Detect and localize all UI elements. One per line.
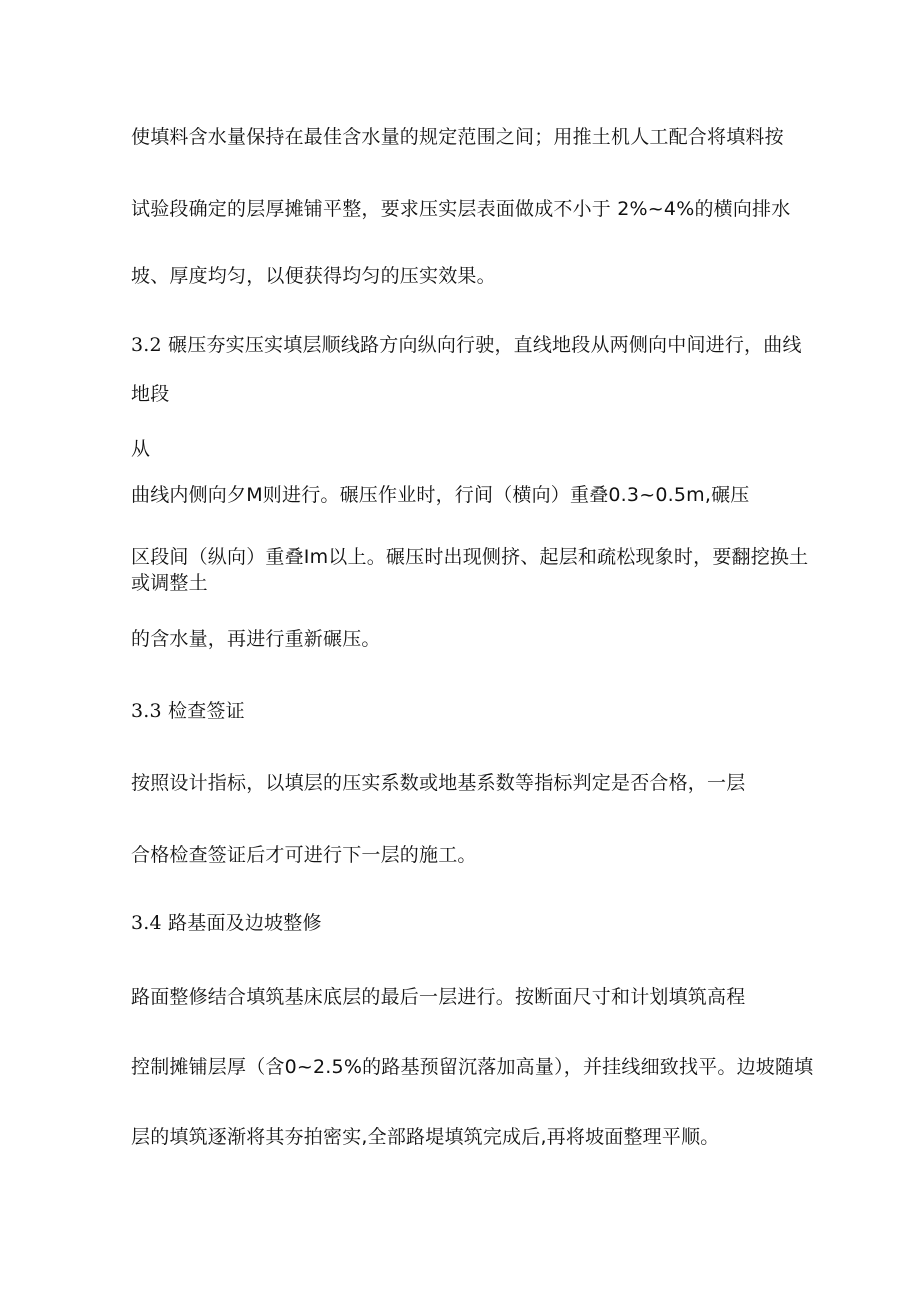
paragraph-line-2: 试验段确定的层厚摊铺平整，要求压实层表面做成不小于 2%~4%的横向排水 [131,198,791,220]
section-3-2-line-6: 或调整土 [131,572,208,594]
section-3-4-title: 3.4 路基面及边坡整修 [131,912,322,934]
section-3-3-line-2: 合格检查签证后才可进行下一层的施工。 [131,844,477,866]
paragraph-line-1: 使填料含水量保持在最佳含水量的规定范围之间；用推土机人工配合将填料按 [131,126,784,148]
section-3-2-line-4: 曲线内侧向夕M则进行。碾压作业时，行间（横向）重叠0.3~0.5m,碾压 [131,484,750,506]
section-3-4-line-1: 路面整修结合填筑基床底层的最后一层进行。按断面尺寸和计划填筑高程 [131,986,746,1008]
section-3-4-line-3: 层的填筑逐渐将其夯拍密实,全部路堤填筑完成后,再将坡面整理平顺。 [131,1126,720,1148]
section-3-4-line-2: 控制摊铺层厚（含0~2.5%的路基预留沉落加高量），并挂线细致找平。边坡随填 [131,1056,814,1078]
section-3-3-title: 3.3 检查签证 [131,700,245,722]
paragraph-line-3: 坡、厚度均匀，以便获得均匀的压实效果。 [131,265,496,287]
section-3-3-line-1: 按照设计指标，以填层的压实系数或地基系数等指标判定是否合格，一层 [131,772,746,794]
section-3-2-line-3: 从 [131,438,151,460]
section-3-2-line-2: 地段 [131,383,170,405]
section-3-2-line-1: 3.2 碾压夯实压实填层顺线路方向纵向行驶，直线地段从两侧向中间进行，曲线 [131,334,802,356]
section-3-2-line-7: 的含水量，再进行重新碾压。 [131,628,381,650]
section-3-2-line-5: 区段间（纵向）重叠Im以上。碾压时出现侧挤、起层和疏松现象时，要翻挖换土 [131,546,809,568]
